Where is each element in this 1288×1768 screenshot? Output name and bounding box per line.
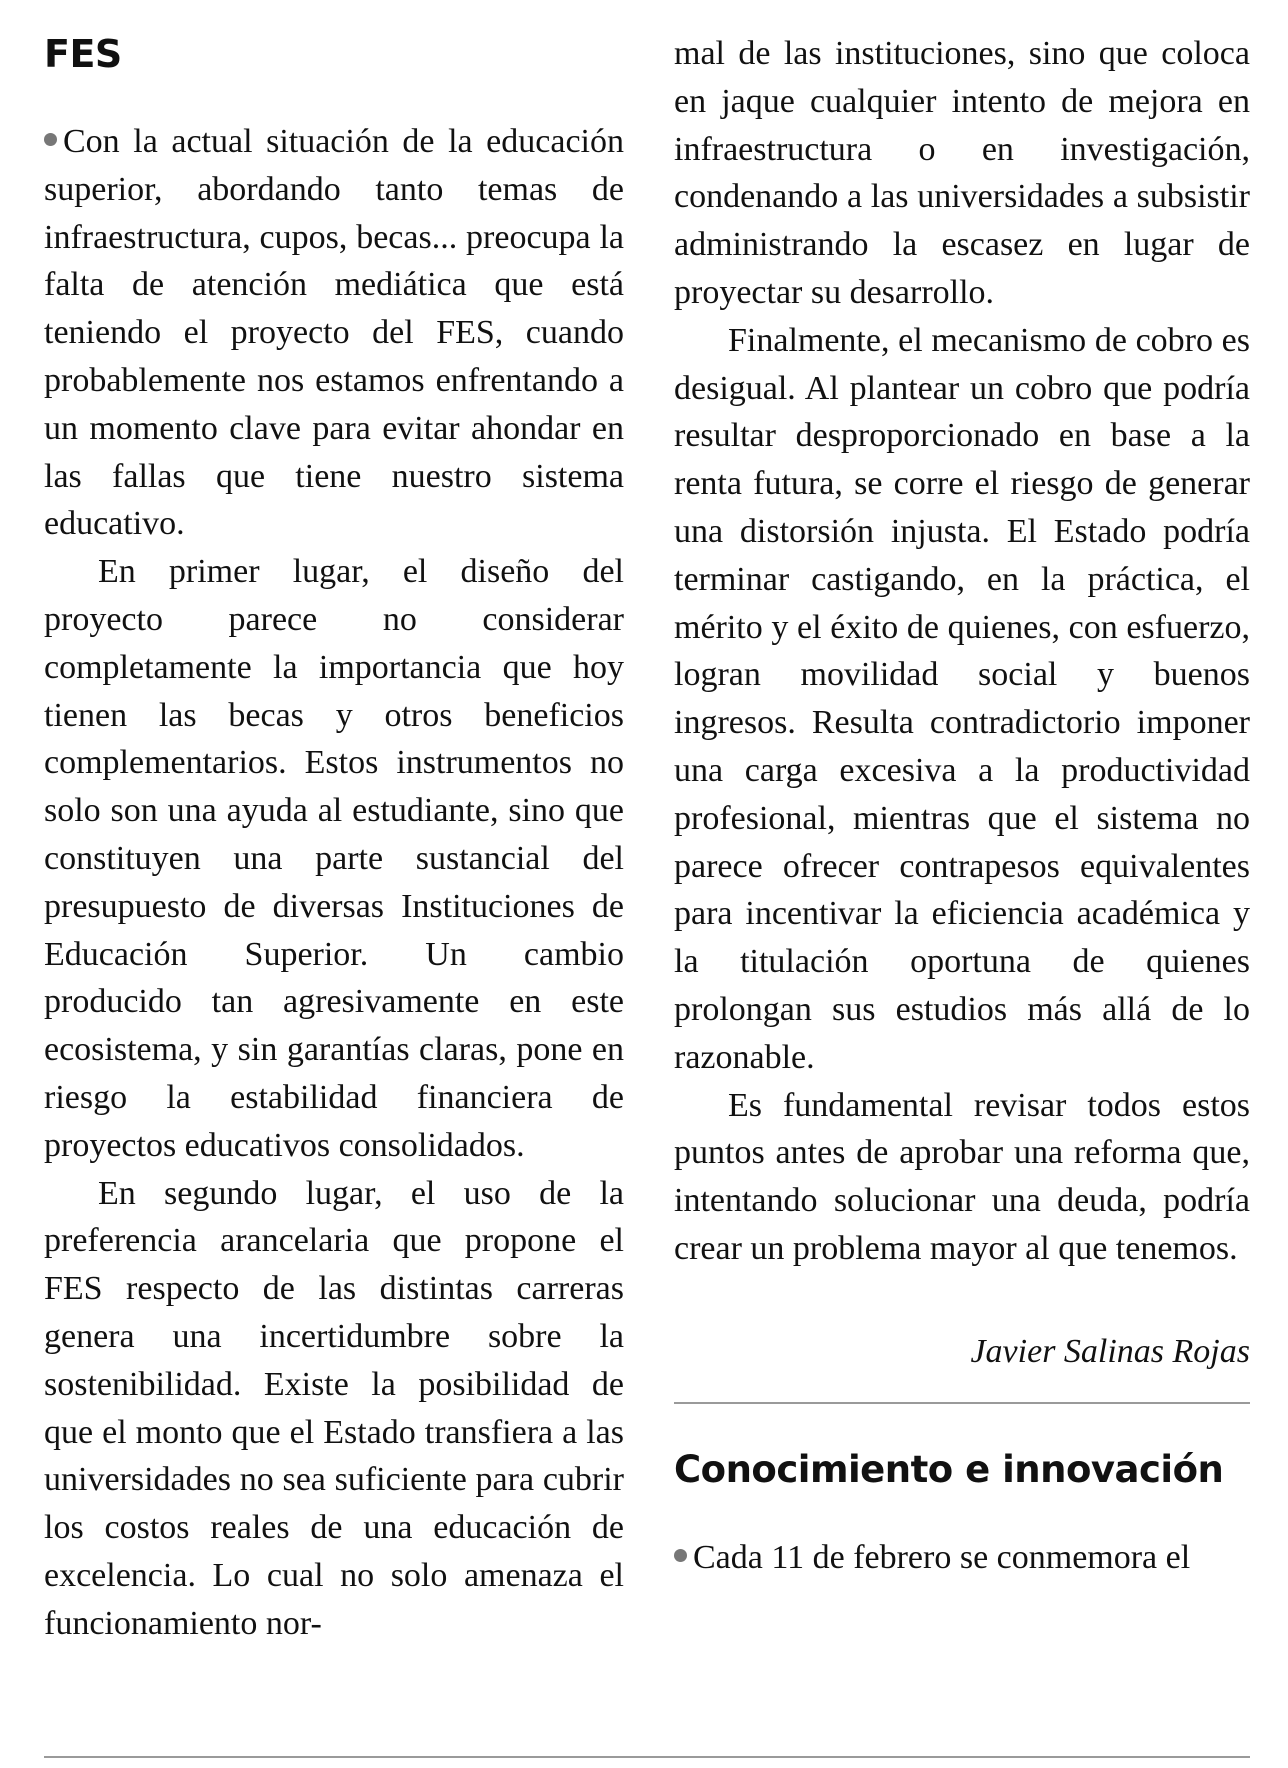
letter-paragraph: En segundo lugar, el uso de la preferencia arancelaria que propone el FES respecto de las distintas carreras genera una incertidumbre sobre la sostenibilidad. Existe la posibilidad de que el monto que el Estado transfiera a las universidades no sea suficiente para cubrir los costos reales de una educación de excelencia. Lo cual no solo amenaza el funcionamiento nor- (44, 1174, 624, 1642)
letter-paragraph (44, 118, 624, 548)
letter-paragraph: Finalmente, el mecanismo de cobro es desigual. Al plantear un cobro que podría resultar desproporcionado en base a la renta futura, se corre el riesgo de generar una distorsión injusta. El Estado podría terminar castigando, en la práctica, el mérito y el éxito de quienes, con esfuerzo, logran movilidad social y buenos ingresos. Resulta contradictorio imponer una carga excesiva a la productividad profesional, mientras que el sistema no parece ofrecer contrapesos equivalentes para incentivar la eficiencia académica y la titulación oportuna de quienes prolongan sus estudios más allá de lo razonable. (674, 321, 1250, 1076)
second-letter-title: Conocimiento e innovación (674, 1447, 1224, 1491)
paragraph-text: Con la actual situación de la educación superior, abordando tanto temas de infraestructura, cupos, becas... preocupa la falta de atención mediática que está teniendo el proyecto del FES, cuando probablemente nos estamos enfrentando a un momento clave para evitar ahondar en las fallas que tiene nuestro sistema educativo. (44, 123, 624, 543)
right-column (674, 30, 1250, 1581)
letter-title: FES (44, 32, 122, 76)
bullet-icon (44, 133, 57, 146)
page-bottom-rule (44, 1756, 1250, 1758)
section-divider (674, 1402, 1250, 1404)
letter-paragraph: En primer lugar, el diseño del proyecto parece no considerar completamente la importancia que hoy tienen las becas y otros beneficios complementarios. Estos instrumentos no solo son una ayuda al estudiante, sino que constituyen una parte sustancial del presupuesto de diversas Instituciones de Educación Superior. Un cambio producido tan agresivamente en este ecosistema, y sin garantías claras, pone en riesgo la estabilidad financiera de proyectos educativos consolidados. (44, 553, 624, 1164)
bullet-icon (674, 1549, 687, 1562)
left-column (44, 30, 624, 1648)
letter-paragraph: Es fundamental revisar todos estos puntos antes de aprobar una reforma que, intentando solucionar una deuda, podría crear un problema mayor al que tenemos. (674, 1086, 1250, 1267)
paragraph-text: Cada 11 de febrero se conmemora el (693, 1538, 1191, 1576)
letter-paragraph: mal de las instituciones, sino que coloca en jaque cualquier intento de mejora en infraestructura o en investigación, condenando a las universidades a subsistir administrando la escasez en lugar de proyectar su desarrollo. (674, 35, 1250, 311)
author-signature: Javier Salinas Rojas (970, 1332, 1250, 1370)
second-letter-paragraph (674, 1534, 1250, 1582)
